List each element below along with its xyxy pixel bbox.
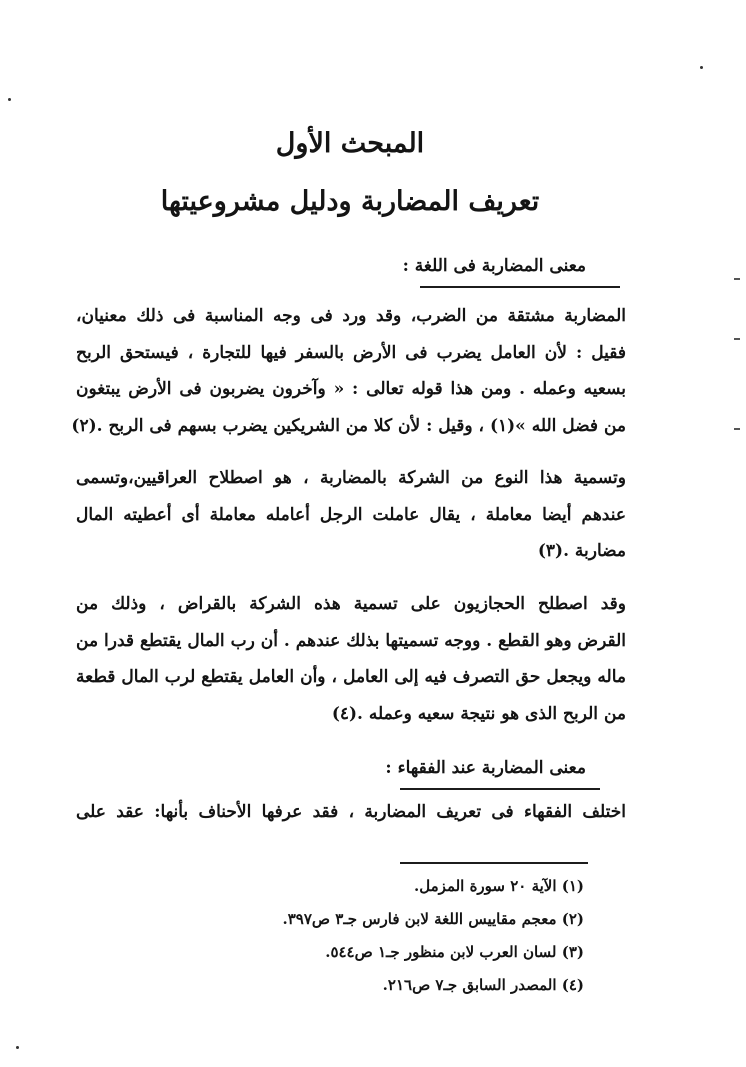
footnote: (١) الآية ٢٠ سورة المزمل. xyxy=(414,877,584,895)
scan-speck xyxy=(8,98,11,101)
scan-edge-mark xyxy=(734,428,740,430)
scan-speck xyxy=(700,66,703,69)
text-line: مضاربة .(٣) xyxy=(537,541,626,561)
footnote-separator xyxy=(400,862,588,864)
scan-edge-mark xyxy=(734,278,740,280)
footnotes xyxy=(184,870,584,1002)
section-heading-underline xyxy=(400,788,600,790)
footnote: (٢) معجم مقاييس اللغة لابن فارس جـ٣ ص٣٩٧. xyxy=(282,910,584,928)
text-line: عندهم أيضا معاملة ، يقال عاملت الرجل أعامله معاملة أى أعطيته المال xyxy=(76,504,626,525)
section-heading-language: معنى المضاربة فى اللغة : xyxy=(402,256,586,276)
text-line: وتسمية هذا النوع من الشركة بالمضاربة ، هو اصطلاح العراقيين،وتسمى xyxy=(76,468,626,488)
chapter-title: المبحث الأول xyxy=(275,128,425,159)
text-line: بسعيه وعمله . ومن هذا قوله تعالى : « وآخرون يضربون فى الأرض يبتغون xyxy=(76,379,626,399)
text-line: القرض وهو القطع . ووجه تسميتها بذلك عندهم . أن رب المال يقتطع قدرا من xyxy=(76,630,626,651)
text-line: المضاربة مشتقة من الضرب، وقد ورد فى وجه المناسبة فى ذلك معنيان، xyxy=(76,306,626,326)
paragraph-language-1 xyxy=(71,298,626,444)
paragraph-language-3 xyxy=(76,586,626,732)
scan-edge-mark xyxy=(734,338,740,340)
text-line: من الربح الذى هو نتيجة سعيه وعمله .(٤) xyxy=(331,703,626,724)
scan-speck xyxy=(16,1046,19,1049)
text-line: وقد اصطلح الحجازيون على تسمية هذه الشركة بالقراض ، وذلك من xyxy=(76,594,626,614)
section-heading-jurists: معنى المضاربة عند الفقهاء : xyxy=(385,758,586,778)
text-line: من فضل الله »(١) ، وقيل : لأن كلا من الشريكين يضرب بسهم فى الربح .(٢) xyxy=(71,415,626,436)
text-line: فقيل : لأن العامل يضرب فى الأرض بالسفر فيها للتجارة ، فيستحق الربح xyxy=(76,342,626,363)
paragraph-language-2 xyxy=(76,460,626,570)
text-line: ماله ويجعل حق التصرف فيه إلى العامل ، وأن العامل يقتطع لرب المال قطعة xyxy=(76,667,627,687)
footnote: (٣) لسان العرب لابن منظور جـ١ ص٥٤٤. xyxy=(325,943,584,961)
footnote: (٤) المصدر السابق جـ٧ ص٢١٦. xyxy=(382,976,584,994)
text-line: اختلف الفقهاء فى تعريف المضاربة ، فقد عرفها الأحناف بأنها: عقد على xyxy=(76,802,626,822)
section-heading-underline xyxy=(420,286,620,288)
paragraph-jurists xyxy=(76,794,626,831)
chapter-subtitle: تعريف المضاربة ودليل مشروعيتها xyxy=(160,186,540,217)
